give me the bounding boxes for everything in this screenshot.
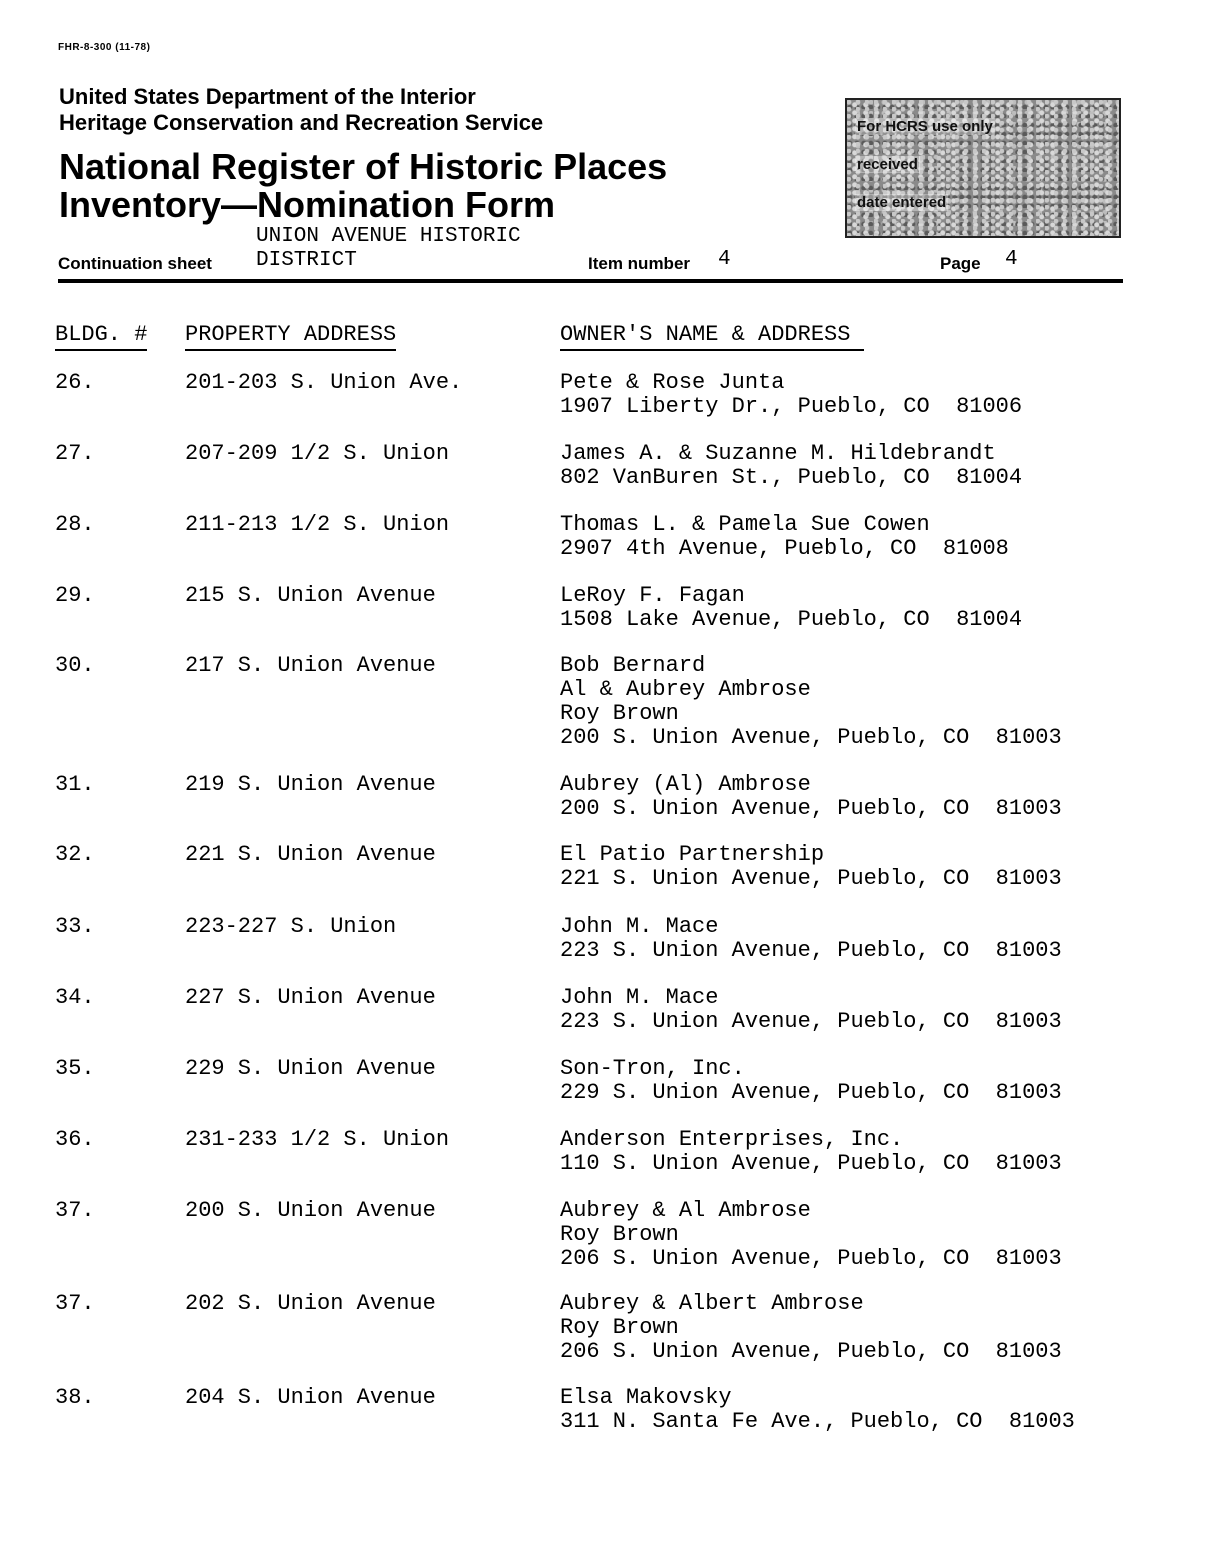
bldg-number: 32. [55, 842, 95, 867]
owner-name-address [560, 1292, 1062, 1364]
owner-name-address [560, 773, 1062, 821]
owner-line: Bob Bernard [560, 653, 706, 678]
form-title-line1: National Register of Historic Places [59, 146, 668, 187]
owner-line: El Patio Partnership [560, 842, 825, 867]
owner-line: Elsa Makovsky [560, 1385, 732, 1410]
property-address: 217 S. Union Avenue [185, 653, 436, 678]
bldg-number: 38. [55, 1385, 95, 1410]
owner-line: 110 S. Union Avenue, Pueblo, CO 81003 [560, 1151, 1062, 1176]
property-address: 229 S. Union Avenue [185, 1056, 436, 1081]
property-address: 207-209 1/2 S. Union [185, 441, 450, 466]
item-number-label: Item number [588, 254, 691, 273]
owner-line: 223 S. Union Avenue, Pueblo, CO 81003 [560, 938, 1062, 963]
owner-name-address [560, 371, 1022, 419]
bldg-number: 26. [55, 370, 95, 395]
owner-line: John M. Mace [560, 914, 719, 939]
property-address: 204 S. Union Avenue [185, 1385, 436, 1410]
agency-header [59, 84, 543, 136]
owner-line: Aubrey & Albert Ambrose [560, 1291, 864, 1316]
property-address: 200 S. Union Avenue [185, 1198, 436, 1223]
property-address: 215 S. Union Avenue [185, 583, 436, 608]
owner-line: Roy Brown [560, 1222, 679, 1247]
hcrs-received-label: received [857, 156, 918, 173]
owner-name-address [560, 1057, 1062, 1105]
owner-line: John M. Mace [560, 985, 719, 1010]
property-address: 221 S. Union Avenue [185, 842, 436, 867]
property-address: 227 S. Union Avenue [185, 985, 436, 1010]
owner-name-address [560, 1386, 1075, 1434]
owner-line: Roy Brown [560, 701, 679, 726]
bldg-number: 34. [55, 985, 95, 1010]
owner-line: 229 S. Union Avenue, Pueblo, CO 81003 [560, 1080, 1062, 1105]
owner-line: LeRoy F. Fagan [560, 583, 745, 608]
form-code: FHR-8-300 (11-78) [58, 42, 151, 53]
owner-line: 1907 Liberty Dr., Pueblo, CO 81006 [560, 394, 1023, 419]
bldg-number: 29. [55, 583, 95, 608]
owner-line: Thomas L. & Pamela Sue Cowen [560, 512, 930, 537]
property-address: 201-203 S. Union Ave. [185, 370, 463, 395]
owner-line: 200 S. Union Avenue, Pueblo, CO 81003 [560, 796, 1062, 821]
property-address: 202 S. Union Avenue [185, 1291, 436, 1316]
bldg-number: 33. [55, 914, 95, 939]
item-number-value: 4 [718, 248, 731, 271]
owner-name-address [560, 986, 1062, 1034]
bldg-number: 36. [55, 1127, 95, 1152]
hcrs-use-only-label: For HCRS use only [857, 118, 993, 135]
hcrs-use-only-box [845, 98, 1121, 238]
owner-line: 2907 4th Avenue, Pueblo, CO 81008 [560, 536, 1009, 561]
owner-line: Pete & Rose Junta [560, 370, 785, 395]
district-name-line2: DISTRICT [256, 249, 357, 272]
owner-line: 311 N. Santa Fe Ave., Pueblo, CO 81003 [560, 1409, 1075, 1434]
district-name-line1: UNION AVENUE HISTORIC [256, 225, 521, 248]
owner-name-address [560, 513, 1009, 561]
bldg-number: 31. [55, 772, 95, 797]
page-label: Page [940, 254, 981, 273]
owner-line: 200 S. Union Avenue, Pueblo, CO 81003 [560, 725, 1062, 750]
bldg-number: 28. [55, 512, 95, 537]
owner-line: 221 S. Union Avenue, Pueblo, CO 81003 [560, 866, 1062, 891]
agency-service: Heritage Conservation and Recreation Service [59, 110, 544, 135]
owner-line: 206 S. Union Avenue, Pueblo, CO 81003 [560, 1246, 1062, 1271]
property-address: 211-213 1/2 S. Union [185, 512, 450, 537]
form-title-line2: Inventory—Nomination Form [59, 184, 556, 225]
owner-name-address [560, 654, 1062, 750]
owner-line: Aubrey (Al) Ambrose [560, 772, 811, 797]
owner-line: 802 VanBuren St., Pueblo, CO 81004 [560, 465, 1023, 490]
owner-line: 206 S. Union Avenue, Pueblo, CO 81003 [560, 1339, 1062, 1364]
column-header-property-address: PROPERTY ADDRESS [185, 322, 396, 351]
agency-department: United States Department of the Interior [59, 84, 476, 109]
owner-line: Anderson Enterprises, Inc. [560, 1127, 904, 1152]
column-header-owner: OWNER'S NAME & ADDRESS [560, 322, 864, 351]
owner-line: Son-Tron, Inc. [560, 1056, 745, 1081]
owner-line: 223 S. Union Avenue, Pueblo, CO 81003 [560, 1009, 1062, 1034]
owner-name-address [560, 1199, 1062, 1271]
owner-name-address [560, 442, 1022, 490]
owner-line: Al & Aubrey Ambrose [560, 677, 811, 702]
owner-name-address [560, 843, 1062, 891]
bldg-number: 30. [55, 653, 95, 678]
owner-line: Roy Brown [560, 1315, 679, 1340]
property-address: 231-233 1/2 S. Union [185, 1127, 450, 1152]
hcrs-date-entered-label: date entered [857, 194, 947, 211]
page-number-value: 4 [1005, 248, 1018, 271]
district-name [256, 225, 521, 273]
form-title [59, 148, 667, 224]
owner-line: 1508 Lake Avenue, Pueblo, CO 81004 [560, 607, 1023, 632]
bldg-number: 37. [55, 1291, 95, 1316]
header-divider [58, 279, 1123, 283]
continuation-sheet-label: Continuation sheet [58, 254, 212, 273]
owner-line: James A. & Suzanne M. Hildebrandt [560, 441, 996, 466]
owner-line: Aubrey & Al Ambrose [560, 1198, 811, 1223]
property-address: 219 S. Union Avenue [185, 772, 436, 797]
bldg-number: 27. [55, 441, 95, 466]
owner-name-address [560, 915, 1062, 963]
column-header-bldg: BLDG. # [55, 322, 147, 351]
owner-name-address [560, 584, 1022, 632]
property-address: 223-227 S. Union [185, 914, 397, 939]
bldg-number: 37. [55, 1198, 95, 1223]
bldg-number: 35. [55, 1056, 95, 1081]
owner-name-address [560, 1128, 1062, 1176]
